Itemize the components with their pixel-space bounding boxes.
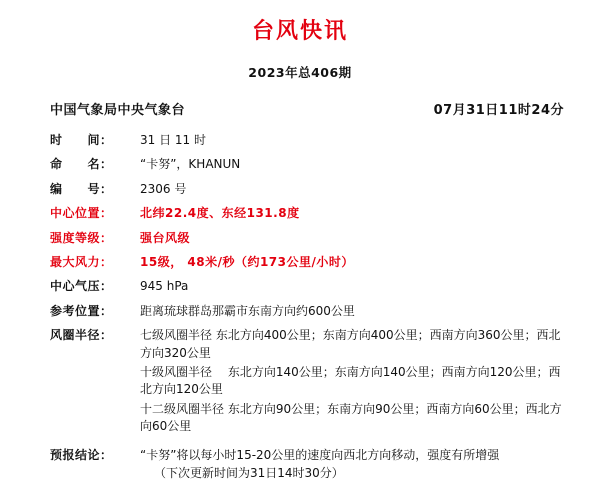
field-row-max-wind: [50, 254, 570, 271]
field-row-intensity: [50, 230, 570, 247]
field-row-center-position: [50, 205, 570, 222]
issue-number: 2023年总406期: [248, 65, 352, 80]
field-label-forecast: 预报结论：: [50, 448, 113, 463]
field-row-name: [50, 156, 570, 173]
field-value-center-position: 北纬22.4度、东经131.8度: [140, 206, 300, 221]
wind-radius-line-12: 十二级风圈半径 东北方向90公里；东南方向90公里；西南方向60公里；西北方向60公里: [140, 401, 562, 434]
field-value-number: 2306 号: [140, 181, 187, 196]
field-label-intensity: 强度等级：: [50, 230, 113, 245]
page-title: 台风快讯: [251, 19, 348, 44]
field-row-center-pressure: [50, 278, 570, 295]
field-label-name: 命 名：: [50, 157, 113, 172]
field-label-reference-position: 参考位置：: [50, 303, 113, 318]
field-row-number: [50, 181, 570, 198]
issuer-row: [14, 99, 586, 118]
field-label-time: 时 间：: [50, 133, 113, 147]
field-value-forecast: [124, 447, 570, 482]
field-label-center-pressure: 中心气压：: [50, 279, 113, 294]
field-row-wind-radius: [50, 327, 570, 437]
field-value-intensity: 强台风级: [140, 230, 191, 245]
field-label-max-wind: 最大风力：: [50, 254, 113, 269]
field-row-time: [50, 132, 570, 149]
field-label-center-position: 中心位置：: [50, 206, 113, 221]
bulletin-fields: [14, 132, 586, 482]
field-label-wind-radius: 风圈半径：: [50, 328, 113, 343]
field-row-reference-position: [50, 303, 570, 320]
issue-timestamp: 07月31日11时24分: [433, 103, 564, 118]
field-value-wind-radius: [124, 327, 570, 437]
forecast-next-update: （下次更新时间为31日14时30分）: [154, 465, 344, 480]
wind-radius-line-7: 七级风圈半径 东北方向400公里；东南方向400公里；西南方向360公里；西北方向320公里: [140, 328, 561, 360]
field-value-max-wind: 15级， 48米/秒（约173公里/小时）: [140, 254, 354, 269]
issuer-name: 中国气象局中央气象台: [50, 103, 186, 118]
field-value-center-pressure: 945 hPa: [140, 279, 189, 294]
wind-radius-line-10: 十级风圈半径 东北方向140公里；东南方向140公里；西南方向120公里；西北方向120公里: [140, 364, 561, 397]
field-value-reference-position: 距离琉球群岛那霸市东南方向约600公里: [140, 303, 355, 318]
forecast-conclusion: “卡努”将以每小时15-20公里的速度向西北方向移动，强度有所增强: [140, 448, 500, 463]
field-value-name: “卡努”，KHANUN: [140, 157, 241, 172]
field-row-forecast: [50, 447, 570, 482]
field-label-number: 编 号：: [50, 181, 113, 196]
field-value-time: 31 日 11 时: [140, 133, 206, 147]
